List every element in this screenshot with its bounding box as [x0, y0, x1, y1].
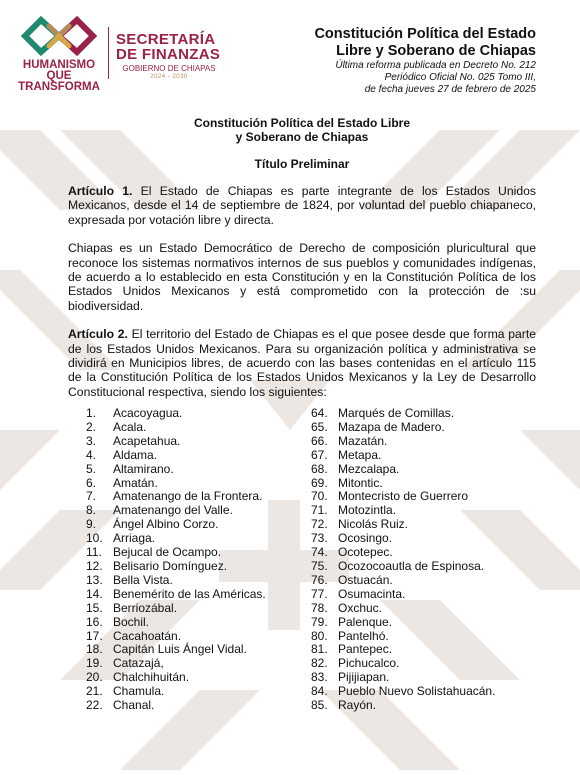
list-item-number: 4.: [86, 447, 97, 462]
list-item: [86, 657, 306, 671]
list-item: [86, 518, 306, 532]
list-item: [86, 421, 306, 435]
list-item-number: 85.: [311, 698, 328, 713]
list-item: [86, 602, 306, 616]
list-item-number: 79.: [311, 614, 328, 629]
list-item-number: 21.: [86, 684, 103, 699]
section-title: Título Preliminar: [254, 157, 350, 171]
list-item-number: 73.: [311, 531, 328, 546]
list-item-name: Ocosingo.: [338, 531, 393, 546]
list-item-number: 17.: [86, 628, 103, 643]
list-item: [311, 699, 556, 713]
list-item-name: Belisario Domínguez.: [113, 558, 228, 573]
list-item: [311, 657, 556, 671]
list-item-name: Pichucalco.: [338, 656, 400, 671]
list-item-name: Amatán.: [113, 475, 158, 490]
paragraph-2: Chiapas es un Estado Democrático de Derecho de composición pluricultural que reconoce los sistemas normativos internos de sus pueblos y comunidades indígenas, de acuerdo a lo establecido en esta Constitución y en la Constitución Política de los Estados Unidos Mexicanos y está comprometido con la protección de :su biodiversidad.: [68, 241, 536, 313]
list-item-number: 12.: [86, 558, 103, 573]
list-item-number: 66.: [311, 433, 328, 448]
list-item-name: Bella Vista.: [113, 572, 173, 587]
header-document-info: [266, 26, 536, 96]
list-item: [311, 435, 556, 449]
list-item-number: 71.: [311, 503, 328, 518]
list-item-number: 11.: [86, 545, 102, 560]
list-item-number: 77.: [311, 586, 328, 601]
list-item-name: Aldama.: [113, 447, 158, 462]
list-item: [86, 407, 306, 421]
list-item: [311, 532, 556, 546]
logo-left-line-2: TRANSFORMA: [18, 81, 100, 93]
list-item: [311, 685, 556, 699]
list-item: [86, 477, 306, 491]
list-item-number: 19.: [86, 656, 103, 671]
list-item-number: 72.: [311, 517, 328, 532]
list-item-number: 6.: [86, 475, 97, 490]
list-item-name: Amatenango del Valle.: [113, 503, 233, 518]
list-item: [311, 449, 556, 463]
list-item-name: Acapetahua.: [113, 433, 181, 448]
list-item: [311, 407, 556, 421]
list-item: [86, 685, 306, 699]
list-item-name: Pantelhó.: [338, 628, 389, 643]
secretaria-line-2: DE FINANZAS: [116, 46, 221, 63]
list-item: [311, 643, 556, 657]
article-1-text: El Estado de Chiapas es parte integrante de los Estados Unidos Mexicanos, desde el 14 de septiembre de 1824, por voluntad del pueblo chiapaneco, expresada por votación libre y directa.: [68, 184, 536, 227]
list-item-number: 8.: [86, 503, 97, 518]
list-item-name: Benemérito de las Américas.: [113, 586, 266, 601]
list-item-number: 78.: [311, 600, 328, 615]
humanismo-logo: [14, 12, 104, 93]
reform-line-2: Periódico Oficial No. 025 Tomo III,: [384, 72, 536, 83]
list-item-name: Mezcalapa.: [338, 461, 400, 476]
list-item-number: 20.: [86, 670, 103, 685]
list-item-name: Pijijiapan.: [338, 670, 390, 685]
list-item-name: Catazajá,: [113, 656, 164, 671]
list-item-name: Rayón.: [338, 698, 377, 713]
list-item-number: 3.: [86, 433, 97, 448]
list-item-number: 74.: [311, 545, 328, 560]
list-item-name: Acacoyagua.: [113, 406, 183, 420]
article-2-paragraph: [68, 327, 536, 399]
document-title-line-2: y Soberano de Chiapas: [235, 130, 369, 144]
list-item-name: Bejucal de Ocampo.: [113, 545, 222, 560]
list-item: [86, 532, 306, 546]
list-item: [86, 574, 306, 588]
list-item-number: 64.: [311, 406, 328, 420]
logo-divider: [108, 27, 109, 79]
list-item-number: 70.: [311, 489, 328, 504]
article-2-label: Artículo 2.: [68, 327, 128, 342]
secretaria-finanzas-logo: [116, 32, 222, 80]
list-item-name: Pantepec.: [338, 642, 393, 657]
reform-line-3: de fecha jueves 27 de febrero de 2025: [364, 84, 536, 95]
list-item: [86, 588, 306, 602]
list-item: [86, 463, 306, 477]
list-item-number: 75.: [311, 558, 328, 573]
list-item: [86, 671, 306, 685]
list-item-name: Mitontic.: [338, 475, 383, 490]
list-item-name: Cacahoatán.: [113, 628, 182, 643]
list-item-name: Ocozocoautla de Espinosa.: [338, 558, 485, 573]
header-title-line-2: Libre y Soberano de Chiapas: [336, 43, 536, 59]
list-item-number: 13.: [86, 572, 103, 587]
list-item-number: 22.: [86, 698, 103, 713]
list-item-name: Chamula.: [113, 684, 165, 699]
list-item-number: 83.: [311, 670, 328, 685]
list-item-name: Mazatán.: [338, 433, 388, 448]
gobierno-chiapas: GOBIERNO DE CHIAPAS: [122, 64, 216, 73]
list-item: [86, 435, 306, 449]
list-item-number: 68.: [311, 461, 328, 476]
list-item: [311, 671, 556, 685]
list-item-name: Mazapa de Madero.: [338, 419, 445, 434]
list-item-number: 14.: [86, 586, 103, 601]
list-item-number: 10.: [86, 531, 103, 546]
list-item-name: Osumacinta.: [338, 586, 406, 601]
list-item: [86, 490, 306, 504]
list-item-number: 5.: [86, 461, 97, 476]
list-item-number: 81.: [311, 642, 328, 657]
list-item-number: 16.: [86, 614, 103, 629]
list-item: [86, 616, 306, 630]
list-item-number: 15.: [86, 600, 103, 615]
list-item: [311, 602, 556, 616]
list-item-number: 1.: [86, 406, 97, 420]
list-item: [311, 616, 556, 630]
list-item: [311, 421, 556, 435]
list-item-name: Ostuacán.: [338, 572, 393, 587]
list-item-name: Ángel Albino Corzo.: [113, 517, 219, 532]
list-item: [311, 477, 556, 491]
list-item-name: Capitán Luis Ángel Vidal.: [113, 642, 247, 657]
list-item-number: 2.: [86, 419, 97, 434]
page-header: [0, 0, 580, 100]
list-item-name: Pueblo Nuevo Solistahuacán.: [338, 684, 496, 699]
article-1-label: Artículo 1.: [68, 184, 133, 198]
municipios-column-left: [86, 407, 306, 713]
list-item-number: 65.: [311, 419, 328, 434]
document-title-line-1: Constitución Política del Estado Libre: [193, 116, 411, 130]
list-item: [86, 560, 306, 574]
list-item-number: 67.: [311, 447, 328, 462]
article-2-text: El territorio del Estado de Chiapas es el que posee desde que forma parte de los Estados Unidos Mexicanos. Para su organización política y administrativa se dividirá en Municipios libres, de acuerdo con las bases contenidas en el artículo 115 de la Constitución Política de los Estados Unidos Mexicanos y la Ley de Desarrollo Constitucional respectiva, siendo los siguientes:: [68, 327, 536, 399]
list-item: [311, 574, 556, 588]
list-item-name: Acala.: [113, 419, 147, 434]
list-item-name: Arriaga.: [113, 531, 156, 546]
list-item-number: 84.: [311, 684, 328, 699]
list-item: [311, 560, 556, 574]
list-item-name: Chalchihuitán.: [113, 670, 190, 685]
list-item-name: Ocotepec.: [338, 545, 393, 560]
list-item-name: Altamirano.: [113, 461, 174, 476]
list-item-name: Oxchuc.: [338, 600, 383, 615]
list-item-name: Nicolás Ruiz.: [338, 517, 409, 532]
list-item-name: Montecristo de Guerrero: [338, 489, 469, 504]
list-item-number: 9.: [86, 517, 97, 532]
gobierno-periodo: 2024 - 2030: [150, 74, 188, 80]
list-item: [311, 630, 556, 644]
list-item-name: Bochil.: [113, 614, 150, 629]
list-item-number: 80.: [311, 628, 328, 643]
article-1-paragraph: [68, 184, 536, 227]
list-item: [86, 449, 306, 463]
list-item: [311, 463, 556, 477]
list-item-number: 18.: [86, 642, 103, 657]
list-item-number: 82.: [311, 656, 328, 671]
list-item: [311, 588, 556, 602]
list-item-name: Amatenango de la Frontera.: [113, 489, 263, 504]
municipios-column-right: [311, 407, 556, 713]
header-title-line-1: Constitución Política del Estado: [314, 26, 536, 42]
list-item-name: Berriozábal.: [113, 600, 178, 615]
list-item: [311, 490, 556, 504]
list-item-name: Marqués de Comillas.: [338, 406, 455, 420]
list-item-number: 76.: [311, 572, 328, 587]
list-item-name: Metapa.: [338, 447, 382, 462]
list-item-number: 69.: [311, 475, 328, 490]
logo-left-line-1: HUMANISMO QUE: [22, 59, 96, 82]
list-item-name: Palenque.: [338, 614, 393, 629]
list-item: [86, 699, 306, 713]
secretaria-line-1: SECRETARÍA: [116, 31, 216, 48]
list-item-name: Chanal.: [113, 698, 155, 713]
knot-logo-icon: [17, 12, 101, 60]
list-item-number: 7.: [86, 489, 97, 504]
list-item: [86, 546, 306, 560]
reform-line-1: Última reforma publicada en Decreto No. 212: [335, 60, 536, 71]
list-item-name: Motozintla.: [338, 503, 397, 518]
list-item: [311, 546, 556, 560]
list-item: [311, 518, 556, 532]
document-body: [68, 116, 536, 399]
list-item: [86, 643, 306, 657]
list-item: [311, 504, 556, 518]
